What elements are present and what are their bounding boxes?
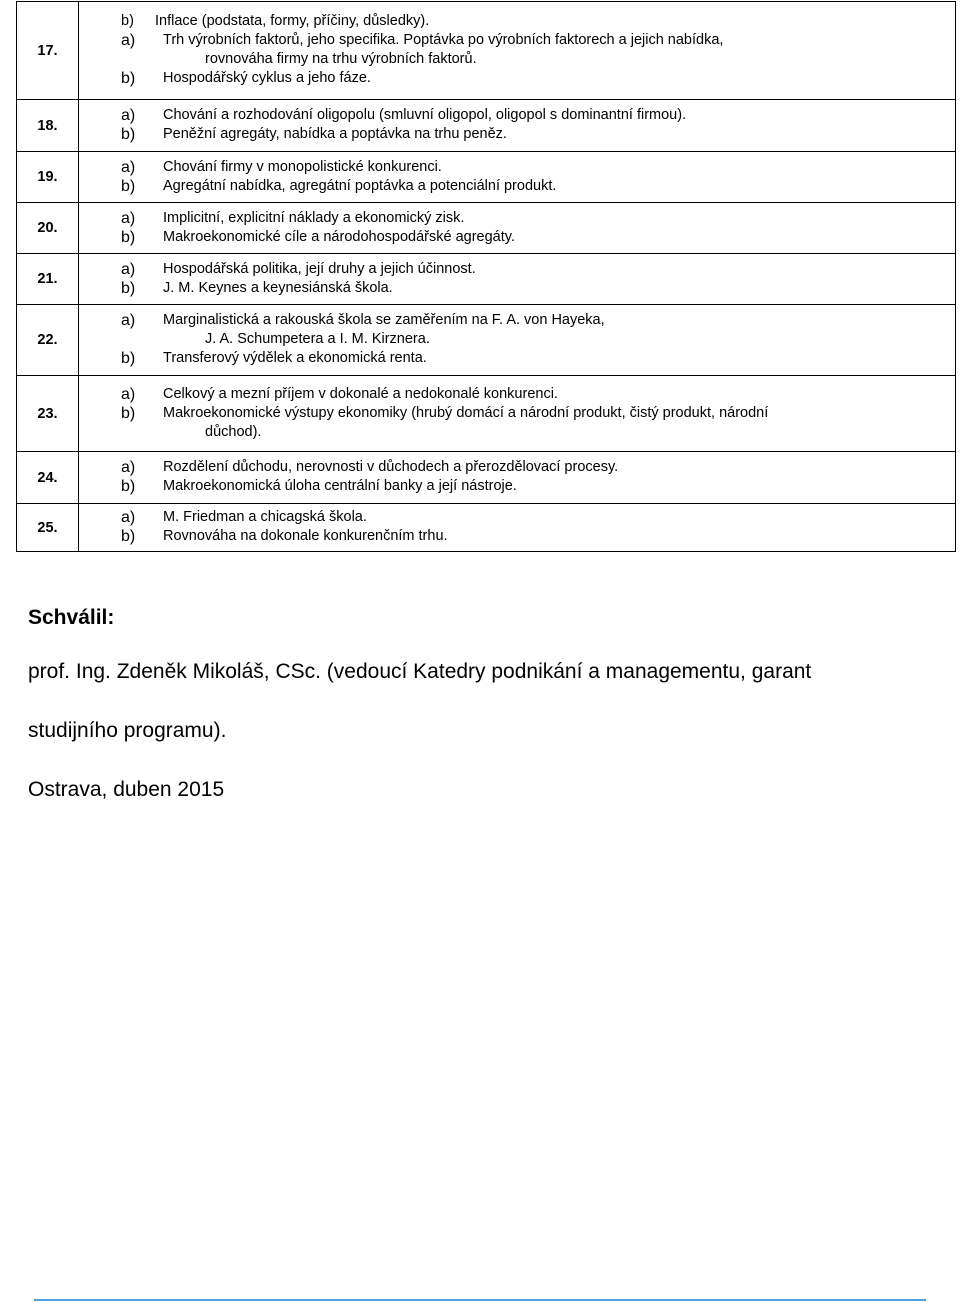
topic-item (79, 527, 955, 546)
topic-number: 24. (17, 452, 79, 504)
item-text: Makroekonomické výstupy ekonomiky (hrubý domácí a národní produkt, čistý produkt, národní (163, 404, 769, 421)
topic-item (79, 125, 955, 144)
topic-items (79, 376, 956, 452)
item-text: Trh výrobních faktorů, jeho specifika. Poptávka po výrobních faktorech a jejich nabídka, (163, 32, 724, 48)
item-text: Hospodářská politika, její druhy a jejich účinnost. (163, 260, 476, 277)
topic-number: 19. (17, 152, 79, 203)
item-text: Celkový a mezní příjem v dokonalé a nedokonalé konkurenci. (163, 385, 558, 402)
topic-items (79, 203, 956, 254)
topic-row (17, 203, 956, 254)
topic-row (17, 100, 956, 152)
topic-item (79, 69, 955, 88)
item-letter: b) (121, 126, 136, 143)
item-letter: a) (121, 509, 136, 526)
item-text: Inflace (podstata, formy, příčiny, důsledky). (155, 13, 430, 29)
item-text: Peněžní agregáty, nabídka a poptávka na trhu peněz. (163, 126, 507, 142)
item-letter: b) (121, 177, 136, 195)
topic-number: 20. (17, 203, 79, 254)
item-text: Agregátní nabídka, agregátní poptávka a potenciální produkt. (163, 177, 557, 194)
topic-items (79, 504, 956, 552)
topic-item (79, 508, 955, 527)
item-text: Rozdělení důchodu, nerovnosti v důchodech a přerozdělovací procesy. (163, 459, 619, 475)
topic-number: 17. (17, 2, 79, 100)
item-text: J. M. Keynes a keynesiánská škola. (163, 279, 393, 296)
topic-row (17, 254, 956, 305)
topic-item (79, 31, 955, 50)
topic-row (17, 452, 956, 504)
place-date: Ostrava, duben 2015 (28, 778, 225, 801)
item-text-continued: J. A. Schumpetera a I. M. Kirznera. (205, 331, 430, 347)
topic-row (17, 305, 956, 376)
item-text: Makroekonomická úloha centrální banky a její nástroje. (163, 478, 517, 494)
topic-items (79, 305, 956, 376)
item-letter: b) (121, 350, 136, 367)
topic-items (79, 254, 956, 305)
topic-items (79, 2, 956, 100)
item-letter: a) (121, 107, 136, 124)
exam-topics-table (16, 1, 956, 552)
item-text: Chování a rozhodování oligopolu (smluvní oligopol, oligopol s dominantní firmou). (163, 107, 687, 123)
topic-item (79, 209, 955, 228)
item-text: Transferový výdělek a ekonomická renta. (163, 350, 427, 366)
topic-item (79, 311, 955, 330)
item-letter: a) (121, 260, 136, 278)
topic-row (17, 376, 956, 452)
topic-row (17, 504, 956, 552)
item-text: Rovnováha na dokonale konkurenčním trhu. (163, 528, 448, 544)
topic-item (79, 177, 955, 196)
topic-item (79, 12, 955, 31)
item-letter: a) (121, 32, 136, 49)
topic-number: 25. (17, 504, 79, 552)
approval-heading: Schválil: (28, 606, 115, 629)
approver-line-2: studijního programu). (28, 719, 227, 742)
item-letter: b) (121, 478, 136, 495)
item-letter: b) (121, 13, 134, 29)
item-text: Marginalistická a rakouská škola se zaměřením na F. A. von Hayeka, (163, 312, 605, 328)
item-letter: b) (121, 228, 136, 246)
topic-item (79, 404, 955, 423)
topic-item (79, 228, 955, 247)
item-letter: b) (121, 404, 136, 422)
topic-number: 21. (17, 254, 79, 305)
topic-item (79, 260, 955, 279)
topic-item (79, 279, 955, 298)
topic-item (79, 477, 955, 496)
topic-item (79, 458, 955, 477)
approver-line-1: prof. Ing. Zdeněk Mikoláš, CSc. (vedoucí Katedry podnikání a managementu, garant (28, 660, 812, 683)
item-text-continued: důchod). (205, 423, 262, 440)
item-letter: b) (121, 70, 136, 87)
item-letter: b) (121, 279, 136, 297)
item-letter: a) (121, 209, 136, 227)
topic-number: 22. (17, 305, 79, 376)
item-letter: b) (121, 528, 136, 545)
topic-item (79, 349, 955, 368)
item-text: M. Friedman a chicagská škola. (163, 509, 367, 525)
item-letter: a) (121, 459, 136, 476)
topic-number: 23. (17, 376, 79, 452)
topic-number: 18. (17, 100, 79, 152)
item-text: Makroekonomické cíle a národohospodářské agregáty. (163, 228, 515, 245)
topic-item (79, 158, 955, 177)
topic-items (79, 152, 956, 203)
item-text-continued: rovnováha firmy na trhu výrobních faktorů. (205, 51, 477, 67)
topic-row (17, 2, 956, 100)
topic-items (79, 100, 956, 152)
item-text: Hospodářský cyklus a jeho fáze. (163, 70, 371, 86)
item-letter: a) (121, 312, 136, 329)
item-text: Implicitní, explicitní náklady a ekonomický zisk. (163, 209, 465, 226)
topic-item (79, 385, 955, 404)
topic-items (79, 452, 956, 504)
topic-row (17, 152, 956, 203)
item-text: Chování firmy v monopolistické konkurenci. (163, 158, 442, 175)
item-letter: a) (121, 158, 136, 176)
footer-rule (34, 1299, 926, 1301)
topic-item (79, 106, 955, 125)
item-letter: a) (121, 385, 136, 403)
